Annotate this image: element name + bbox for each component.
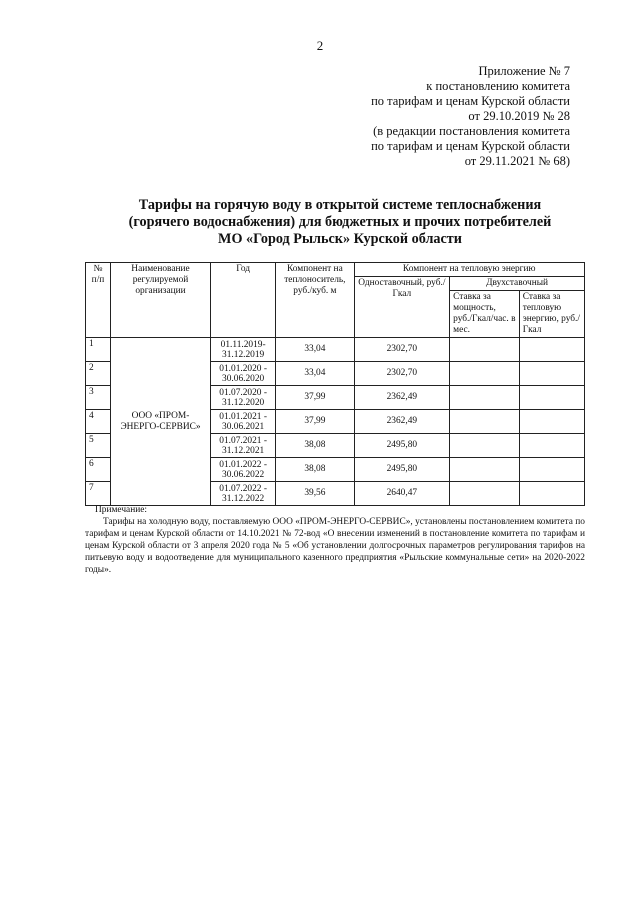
row-number: 5 <box>86 434 111 458</box>
appendix-line: (в редакции постановления комитета <box>373 124 570 138</box>
header-energy-component: Компонент на тепловую энергию <box>354 263 585 277</box>
power-rate-value <box>450 410 520 434</box>
title-line: (горячего водоснабжения) для бюджетных и прочих потребителей <box>128 214 552 230</box>
period: 01.11.2019-31.12.2019 <box>211 338 276 362</box>
power-rate-value <box>450 338 520 362</box>
header-two-rate: Двухставочный <box>450 277 585 291</box>
tariff-table <box>85 262 585 506</box>
coolant-value: 37,99 <box>276 386 354 410</box>
energy-rate-value <box>519 386 584 410</box>
row-number: 7 <box>86 482 111 506</box>
appendix-line: от 29.11.2021 № 68) <box>464 154 570 168</box>
single-rate-value: 2495,80 <box>354 434 450 458</box>
coolant-value: 33,04 <box>276 338 354 362</box>
header-num: № п/п <box>86 263 111 338</box>
organization-name: ООО «ПРОМ-ЭНЕРГО-СЕРВИС» <box>111 338 211 506</box>
power-rate-value <box>450 458 520 482</box>
coolant-value: 39,56 <box>276 482 354 506</box>
single-rate-value: 2362,49 <box>354 410 450 434</box>
appendix-line: от 29.10.2019 № 28 <box>468 109 570 123</box>
note-block <box>85 504 585 576</box>
row-number: 6 <box>86 458 111 482</box>
period: 01.01.2022 - 30.06.2022 <box>211 458 276 482</box>
row-number: 4 <box>86 410 111 434</box>
header-year: Год <box>211 263 276 338</box>
period: 01.07.2021 - 31.12.2021 <box>211 434 276 458</box>
energy-rate-value <box>519 410 584 434</box>
row-number: 3 <box>86 386 111 410</box>
energy-rate-value <box>519 458 584 482</box>
coolant-value: 38,08 <box>276 434 354 458</box>
period: 01.07.2022 - 31.12.2022 <box>211 482 276 506</box>
single-rate-value: 2640,47 <box>354 482 450 506</box>
single-rate-value: 2362,49 <box>354 386 450 410</box>
note-heading: Примечание: <box>95 505 148 515</box>
coolant-value: 37,99 <box>276 410 354 434</box>
energy-rate-value <box>519 362 584 386</box>
page-number: 2 <box>316 38 324 53</box>
appendix-line: по тарифам и ценам Курской области <box>371 94 570 108</box>
power-rate-value <box>450 434 520 458</box>
single-rate-value: 2302,70 <box>354 338 450 362</box>
header-power-rate: Ставка за мощность, руб./Гкал/час. в мес. <box>450 291 520 338</box>
power-rate-value <box>450 362 520 386</box>
appendix-line: по тарифам и ценам Курской области <box>371 139 570 153</box>
appendix-line: Приложение № 7 <box>478 64 570 78</box>
header-energy-rate: Ставка за тепловую энергию, руб./Гкал <box>519 291 584 338</box>
energy-rate-value <box>519 434 584 458</box>
note-text: Тарифы на холодную воду, поставляемую ООО «ПРОМ-ЭНЕРГО-СЕРВИС», установлены постановлением комитета по тарифам и ценам Курской области от 14.10.2021 № 72-вод «О внесении изменений в постановление комитета по тарифам и ценам Курской области от 3 апреля 2020 года № 5 «Об установлении долгосрочных параметров регулирования тарифов на питьевую воду и водоотведение для муниципального казенного предприятия «Рыльские коммунальные сети» на 2020-2022 годы». <box>85 517 585 575</box>
power-rate-value <box>450 386 520 410</box>
single-rate-value: 2495,80 <box>354 458 450 482</box>
coolant-value: 33,04 <box>276 362 354 386</box>
energy-rate-value <box>519 482 584 506</box>
header-organization: Наименование регулируемой организации <box>111 263 211 338</box>
period: 01.01.2021 - 30.06.2021 <box>211 410 276 434</box>
single-rate-value: 2302,70 <box>354 362 450 386</box>
row-number: 2 <box>86 362 111 386</box>
header-coolant-component: Компонент на теплоноситель, руб./куб. м <box>276 263 354 338</box>
appendix-line: к постановлению комитета <box>426 79 570 93</box>
title-line: Тарифы на горячую воду в открытой системе теплоснабжения <box>138 197 542 213</box>
period: 01.01.2020 - 30.06.2020 <box>211 362 276 386</box>
power-rate-value <box>450 482 520 506</box>
coolant-value: 38,08 <box>276 458 354 482</box>
document-title <box>80 197 600 248</box>
title-line: МО «Город Рыльск» Курской области <box>218 231 462 247</box>
energy-rate-value <box>519 338 584 362</box>
header-single-rate: Одноставочный, руб./Гкал <box>354 277 450 338</box>
row-number: 1 <box>86 338 111 362</box>
appendix-block <box>310 64 570 169</box>
period: 01.07.2020 - 31.12.2020 <box>211 386 276 410</box>
table-row <box>86 338 585 362</box>
